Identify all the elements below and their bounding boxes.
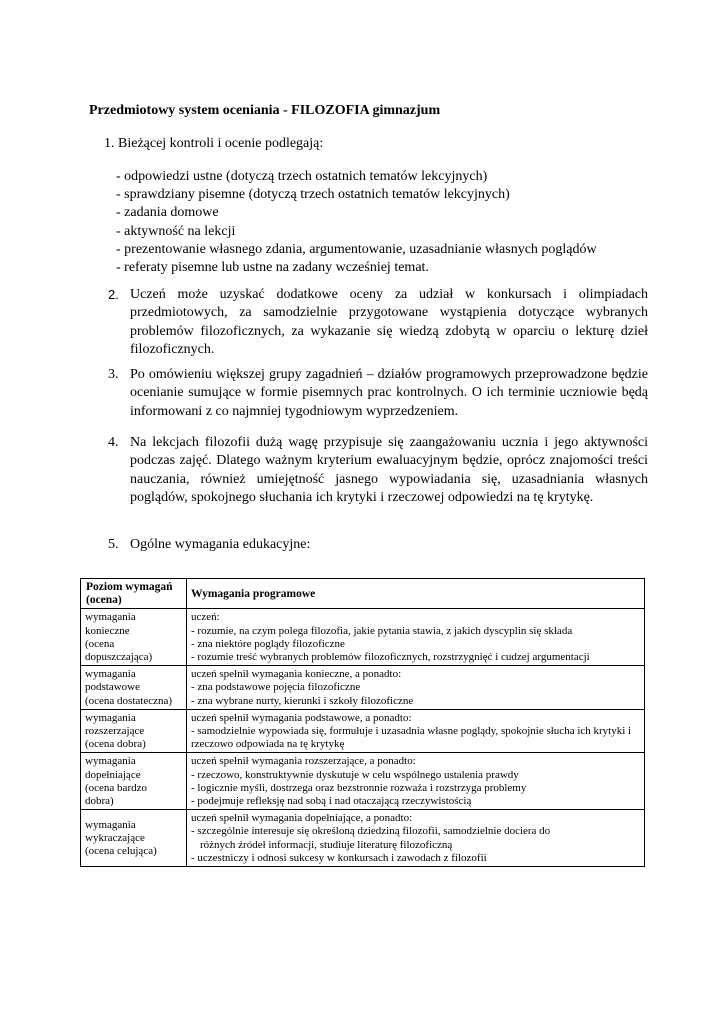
table-row [81,709,645,753]
level-line: (ocena dobra) [85,738,146,751]
requirement-line: - zna podstawowe pojęcia filozoficzne [191,681,361,694]
section-5-text: Ogólne wymagania edukacyjne: [130,537,311,552]
requirement-line: - zna niektóre poglądy filozoficzne [191,637,345,650]
level-line: (ocena dostateczna) [85,694,173,707]
table-row [81,810,645,867]
level-cell [81,753,187,810]
requirement-line: uczeń: [191,611,220,624]
level-line: wykraczające [85,832,145,845]
level-line: dopuszczająca) [85,651,153,664]
level-line: podstawowe [85,681,140,694]
section-3-number: 3. [108,367,119,382]
level-line: (ocena celująca) [85,845,157,858]
level-cell [81,666,187,710]
table-row [81,753,645,810]
requirement-line: uczeń spełnił wymagania dopełniające, a ponadto: [191,812,413,825]
level-line: rozszerzające [85,725,145,738]
section-4-number: 4. [108,435,119,450]
section-1-heading: 1. Bieżącej kontroli i ocenie podlegają: [104,136,324,151]
requirement-line: - zna wybrane nurty, kierunki i szkoły filozoficzne [191,694,414,707]
assessment-items-list [116,168,597,277]
requirements-cell [187,753,645,810]
level-line: wymagania [85,818,136,831]
requirements-cell [187,709,645,753]
level-cell [81,810,187,867]
document-title: Przedmiotowy system oceniania - FILOZOFIA gimnazjum [89,103,441,118]
section-3-paragraph [108,366,648,421]
table-header-row [81,579,645,609]
level-line: wymagania [85,668,136,681]
section-5-paragraph [108,536,648,554]
section-2-number: 2. [108,287,119,302]
list-item: - prezentowanie własnego zdania, argumentowanie, uzasadnianie własnych poglądów [116,241,597,257]
requirement-line: - samodzielnie wypowiada się, formułuje i uzasadnia własne poglądy, spokojnie słucha ich krytyki i rzeczowo odpowiada na tę krytykę [191,725,632,751]
level-line: wymagania [85,711,136,724]
section-2-paragraph [108,286,648,359]
requirement-line: - uczestniczy i odnosi sukcesy w konkursach i zawodach z filozofii [191,851,487,864]
level-line: (ocena bardzo [85,781,147,794]
requirement-line: uczeń spełnił wymagania konieczne, a ponadto: [191,668,402,681]
list-item: - referaty pisemne lub ustne na zadany wcześniej temat. [116,260,429,276]
requirement-line: uczeń spełnił wymagania rozszerzające, a ponadto: [191,755,416,768]
list-item: - sprawdziany pisemne (dotyczą trzech ostatnich tematów lekcyjnych) [116,187,510,203]
requirements-cell [187,609,645,666]
list-item: - odpowiedzi ustne (dotyczą trzech ostatnich tematów lekcyjnych) [116,169,488,184]
requirements-cell [187,666,645,710]
requirement-line: - szczególnie interesuje się określoną dziedziną filozofii, samodzielnie dociera do [191,825,551,838]
header-level: Poziom wymagań (ocena) [81,579,187,609]
list-item: - aktywność na lekcji [116,223,236,239]
section-4-text: Na lekcjach filozofii dużą wagę przypisuje się zaangażowaniu ucznia i jego aktywności podczas zajęć. Dlatego ważnym kryterium ewaluacyjnym będzie, oprócz znajomości treści nauczania, również umiejętność jasnego wypowiadania się, uzasadniania własnych poglądów, spokojnego słuchania ich krytyki i rzeczowej odpowiedzi na tę krytykę. [130,435,648,505]
requirement-line: - rozumie, na czym polega filozofia, jakie pytania stawia, z jakich dyscyplin się składa [191,624,573,637]
requirement-line: - logicznie myśli, dostrzega oraz bezstronnie rozważa i rozstrzyga problemy [191,781,527,794]
level-line: wymagania [85,755,136,768]
requirement-line: - rozumie treść wybranych problemów filozoficznych, rozstrzygnięć i cudzej argumentacji [191,651,590,664]
level-line: konieczne [85,624,130,637]
requirement-line: - rzeczowo, konstruktywnie dyskutuje w celu wspólnego ustalenia prawdy [191,768,519,781]
section-5-number: 5. [108,537,119,552]
level-line: dobra) [85,795,114,808]
requirement-line: - podejmuje refleksję nad sobą i nad otaczającą rzeczywistością [191,795,472,808]
level-cell [81,609,187,666]
table-row [81,609,645,666]
level-line: dopełniające [85,768,141,781]
level-line: (ocena [85,637,115,650]
requirements-table [80,578,645,867]
level-line: wymagania [85,611,136,624]
requirement-line: uczeń spełnił wymagania podstawowe, a ponadto: [191,711,412,724]
section-2-text: Uczeń może uzyskać dodatkowe oceny za udział w konkursach i olimpiadach przedmiotowych, za samodzielnie przygotowane wystąpienia dotyczące wybranych problemów filozoficznych, za wykazanie się wiedzą zdobytą w oparciu o lekturę dzieł filozoficznych. [130,287,648,357]
requirement-line: różnych źródeł informacji, studiuje literaturę filozoficzną [200,838,453,851]
list-item: - zadania domowe [116,205,219,221]
section-4-paragraph [108,434,648,507]
header-requirements: Wymagania programowe [187,579,645,609]
section-3-text: Po omówieniu większej grupy zagadnień – działów programowych przeprowadzone będzie ocenianie sumujące w formie pisemnych prac kontrolnych. O ich terminie uczniowie będą informowani z co najmniej tygodniowym wyprzedzeniem. [130,367,648,419]
requirements-cell [187,810,645,867]
level-cell [81,709,187,753]
table-row [81,666,645,710]
